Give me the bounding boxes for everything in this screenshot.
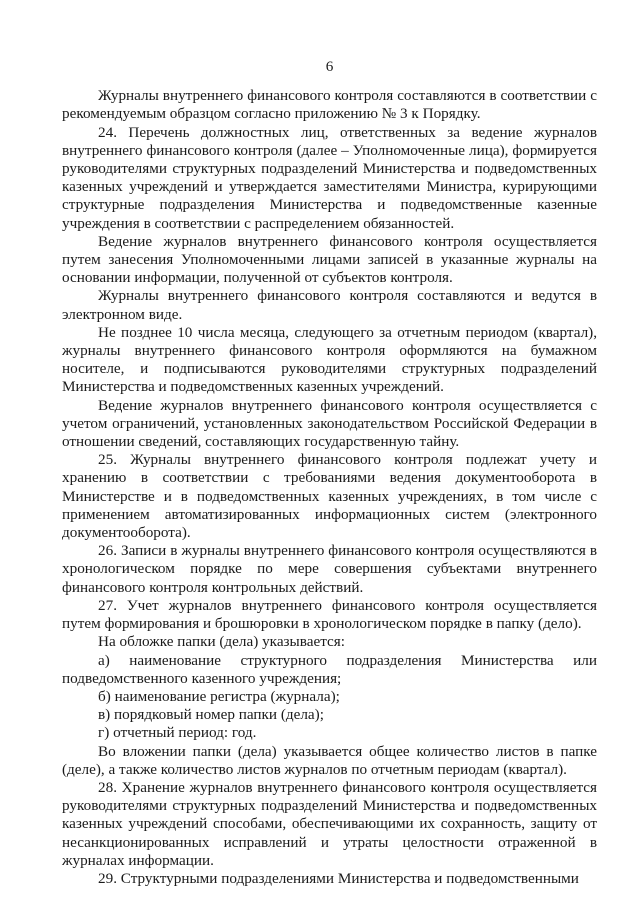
paragraph-deadline: Не позднее 10 числа месяца, следующего за отчетным периодом (квартал), журналы внутреннего финансового контроля оформляются на бумажном носителе, и подписываются руководителями структурных подразделений Министерства и подведомственных казенных учреждений.: [62, 323, 597, 396]
paragraph-25: 25. Журналы внутреннего финансового контроля подлежат учету и хранению в соответствии с требованиями ведения документооборота в Министерстве и в подведомственных казенных учреждениях, в том числе с применением автоматизированных информационных систем (электронного документооборота).: [62, 451, 597, 542]
list-item-a-word: Министерства: [460, 651, 554, 669]
paragraph-electronic: Журналы внутреннего финансового контроля составляются и ведутся в электронном виде.: [62, 287, 597, 323]
paragraph-26: 26. Записи в журналы внутреннего финансового контроля осуществляются в хронологическом порядке по мере совершения субъектами внутреннего финансового контроля контрольных действий.: [62, 542, 597, 596]
list-item-a-word: структурного: [240, 651, 327, 669]
list-item-b: б) наименование регистра (журнала);: [98, 687, 340, 705]
list-item-a-word: а): [98, 651, 110, 669]
list-item-a-word: или: [573, 651, 597, 669]
paragraph-28: 28. Хранение журналов внутреннего финансового контроля осуществляется руководителями структурных подразделений Министерства и подведомственных казенных учреждений способами, обеспечивающими их сохранность, защиту от несанкционированных исправлений и утраты целостности отраженной в журналах информации.: [62, 778, 597, 869]
paragraph-cover-intro: На обложке папки (дела) указывается:: [98, 633, 345, 651]
list-item-a-word: подразделения: [346, 651, 442, 669]
paragraph-journals-sample: Журналы внутреннего финансового контроля составляются в соответствии с рекомендуемым образцом согласно приложению № 3 к Порядку.: [62, 87, 597, 123]
list-item-c: в) порядковый номер папки (дела);: [98, 706, 324, 724]
list-item-a-continuation: подведомственного казенного учреждения;: [62, 669, 342, 687]
list-item-d: г) отчетный период: год.: [98, 724, 257, 742]
paragraph-27: 27. Учет журналов внутреннего финансового контроля осуществляется путем формирования и брошюровки в хронологическом порядке в папку (дело).: [62, 596, 597, 633]
paragraph-24: 24. Перечень должностных лиц, ответственных за ведение журналов внутреннего финансового контроля (далее – Уполномоченные лица), формируется руководителями структурных подразделений Министерства и подведомственных казенных учреждений и утверждается заместителями Министра, курирующими структурные подразделения Министерства и подведомственные казенные учреждения в соответствии с распределением обязанностей.: [62, 123, 597, 232]
list-item-a: [62, 652, 597, 670]
paragraph-29: 29. Структурными подразделениями Министерства и подведомственными: [98, 869, 579, 887]
paragraph-maintenance: Ведение журналов внутреннего финансового контроля осуществляется путем занесения Уполномоченными лицами записей в указанные журналы на основании информации, полученной от субъектов контроля.: [62, 232, 597, 287]
document-page: [62, 58, 597, 888]
list-item-a-word: наименование: [129, 651, 222, 669]
paragraph-attachment: Во вложении папки (дела) указывается общее количество листов в папке (деле), а также количество листов журналов по отчетным периодам (квартал).: [62, 742, 597, 778]
paragraph-restrictions: Ведение журналов внутреннего финансового контроля осуществляется с учетом ограничений, установленных законодательством Российской Федерации в отношении сведений, составляющих государственную тайну.: [62, 396, 597, 451]
page-number: 6: [325, 58, 334, 75]
